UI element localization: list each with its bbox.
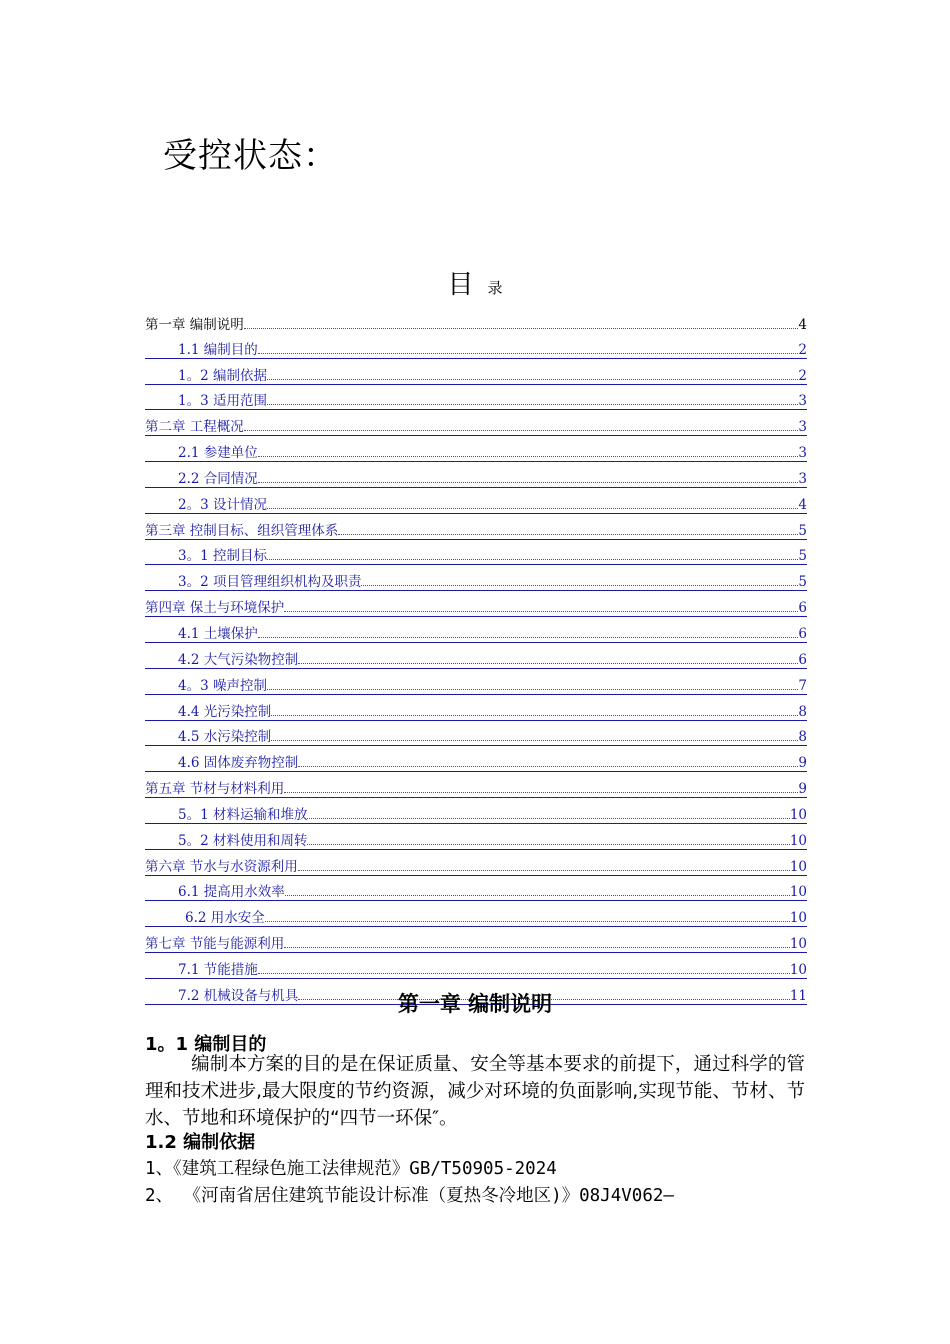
toc-entry[interactable] [145, 462, 807, 488]
toc-entry-page: 11 [789, 987, 807, 1004]
toc-entry-page: 5 [798, 522, 807, 539]
toc-entry-label: 4.1 土壤保护 [178, 625, 258, 642]
toc-leader-dots [267, 558, 798, 560]
toc-entry-label: 1.1 编制目的 [178, 341, 258, 358]
toc-entry-label: 第七章 节能与能源利用 [145, 936, 285, 953]
toc-entry-label: 7.1 节能措施 [178, 961, 258, 978]
toc-entry [145, 308, 807, 333]
toc-entry-label: 2。3 设计情况 [178, 496, 267, 513]
toc-entry-label: 第四章 保土与环境保护 [145, 600, 285, 617]
toc-entry-label: 5。1 材料运输和堆放 [178, 806, 308, 823]
toc-entry[interactable] [145, 824, 807, 850]
toc-entry-page: 3 [798, 470, 807, 487]
toc-entry-page: 10 [789, 806, 807, 823]
toc-entry-label: 2.1 参建单位 [178, 445, 258, 462]
toc-leader-dots [307, 817, 789, 819]
toc-entry[interactable] [145, 514, 807, 540]
toc-entry[interactable] [145, 876, 807, 902]
toc-leader-dots [267, 688, 798, 690]
toc-entry-label: 第六章 节水与水资源利用 [145, 858, 298, 875]
toc-entry[interactable] [145, 695, 807, 721]
toc-leader-dots [258, 481, 799, 483]
toc-entry[interactable] [145, 385, 807, 411]
toc-entry-page: 6 [798, 651, 807, 668]
reference-item: 2、 《河南省居住建筑节能设计标准（夏热冬冷地区)》08J4V062— [145, 1186, 674, 1206]
toc-leader-dots [298, 765, 798, 767]
toc-entry-page: 3 [798, 393, 807, 410]
toc-leader-dots [307, 843, 789, 845]
toc-entry-page: 4 [798, 316, 807, 333]
toc-heading-small: 录 [487, 279, 503, 297]
toc-leader-dots [265, 920, 790, 922]
toc-entry-page: 8 [798, 729, 807, 746]
toc-entry[interactable] [145, 488, 807, 514]
toc-leader-dots [244, 429, 799, 431]
toc-entry-page: 10 [789, 910, 807, 927]
toc-leader-dots [271, 739, 798, 741]
toc-entry-label: 5。2 材料使用和周转 [178, 832, 308, 849]
toc-entry-page: 10 [789, 961, 807, 978]
section-paragraph-purpose-text: 编制本方案的目的是在保证质量、安全等基本要求的前提下，通过科学的管理和技术进步,最大限度的节约资源，减少对环境的负面影响,实现节能、节材、节水、节地和环境保护的“四节一环保″。 [145, 1054, 805, 1129]
table-of-contents [145, 308, 807, 1005]
toc-leader-dots [284, 791, 798, 793]
toc-entry-label: 1。2 编制依据 [178, 367, 267, 384]
toc-entry-label: 4.6 固体废弃物控制 [178, 755, 299, 772]
toc-entry-label: 3。1 控制目标 [178, 548, 267, 565]
toc-entry[interactable] [145, 591, 807, 617]
toc-leader-dots [258, 636, 799, 638]
chapter-title: 第一章 编制说明 [397, 992, 553, 1016]
toc-entry-label: 第二章 工程概况 [145, 419, 244, 436]
toc-entry[interactable] [145, 643, 807, 669]
toc-entry-page: 10 [789, 884, 807, 901]
toc-leader-dots [258, 972, 790, 974]
toc-entry[interactable] [145, 565, 807, 591]
toc-entry-label: 第三章 控制目标、组织管理体系 [145, 522, 339, 539]
toc-entry-page: 2 [798, 341, 807, 358]
toc-leader-dots [271, 714, 798, 716]
toc-entry-page: 5 [798, 574, 807, 591]
toc-leader-dots [258, 352, 799, 354]
toc-entry-page: 8 [798, 703, 807, 720]
toc-entry[interactable] [145, 927, 807, 953]
toc-entry-label: 4.4 光污染控制 [178, 703, 272, 720]
toc-entry[interactable] [145, 798, 807, 824]
toc-leader-dots [244, 327, 799, 329]
toc-entry[interactable] [145, 669, 807, 695]
toc-entry-label: 第五章 节材与材料利用 [145, 781, 285, 798]
toc-entry-page: 6 [798, 625, 807, 642]
section-paragraph-purpose [145, 1051, 805, 1132]
toc-entry-label: 4.2 大气污染物控制 [178, 651, 299, 668]
toc-entry-label: 第一章 编制说明 [145, 316, 244, 333]
toc-leader-dots [258, 455, 799, 457]
toc-entry-page: 2 [798, 367, 807, 384]
toc-entry-page: 6 [798, 600, 807, 617]
toc-entry-label: 3。2 项目管理组织机构及职责 [178, 574, 362, 591]
toc-leader-dots [298, 662, 798, 664]
section-heading-purpose: 1。1 编制目的 [145, 1034, 267, 1055]
toc-leader-dots [338, 533, 798, 535]
toc-entry-page: 5 [798, 548, 807, 565]
toc-entry[interactable] [145, 953, 807, 979]
toc-leader-dots [361, 584, 798, 586]
toc-entry-page: 10 [789, 832, 807, 849]
toc-leader-dots [267, 378, 798, 380]
toc-entry-page: 3 [798, 419, 807, 436]
toc-entry[interactable] [145, 410, 807, 436]
toc-entry-page: 9 [798, 755, 807, 772]
toc-leader-dots [298, 869, 790, 871]
toc-entry[interactable] [145, 436, 807, 462]
toc-entry-page: 10 [789, 858, 807, 875]
toc-entry-page: 3 [798, 445, 807, 462]
control-status-label: 受控状态： [163, 136, 338, 176]
toc-entry-label: 4.5 水污染控制 [178, 729, 272, 746]
toc-heading [0, 264, 950, 301]
toc-entry-page: 9 [798, 781, 807, 798]
toc-leader-dots [284, 946, 790, 948]
toc-leader-dots [284, 610, 798, 612]
toc-entry[interactable] [145, 540, 807, 566]
toc-entry-label: 4。3 噪声控制 [178, 677, 267, 694]
toc-entry-label: 6.2 用水安全 [185, 910, 265, 927]
toc-entry[interactable] [145, 721, 807, 747]
toc-entry-label: 6.1 提高用水效率 [178, 884, 285, 901]
toc-entry[interactable] [145, 772, 807, 798]
toc-leader-dots [267, 507, 798, 509]
toc-entry[interactable] [145, 901, 807, 927]
toc-entry-label: 1。3 适用范围 [178, 393, 267, 410]
toc-entry-page: 4 [798, 496, 807, 513]
toc-heading-big: 目 [447, 270, 474, 300]
reference-item: 1、《建筑工程绿色施工法律规范》GB/T50905-2024 [145, 1159, 557, 1179]
toc-entry[interactable] [145, 746, 807, 772]
toc-entry[interactable] [145, 850, 807, 876]
toc-entry[interactable] [145, 359, 807, 385]
toc-entry-page: 7 [798, 677, 807, 694]
section-heading-basis: 1.2 编制依据 [145, 1132, 256, 1153]
toc-entry[interactable] [145, 617, 807, 643]
toc-leader-dots [267, 403, 798, 405]
toc-entry-page: 10 [789, 936, 807, 953]
toc-entry-label: 2.2 合同情况 [178, 470, 258, 487]
toc-entry-label: 7.2 机械设备与机具 [178, 987, 299, 1004]
toc-entry[interactable] [145, 333, 807, 359]
toc-leader-dots [285, 894, 790, 896]
